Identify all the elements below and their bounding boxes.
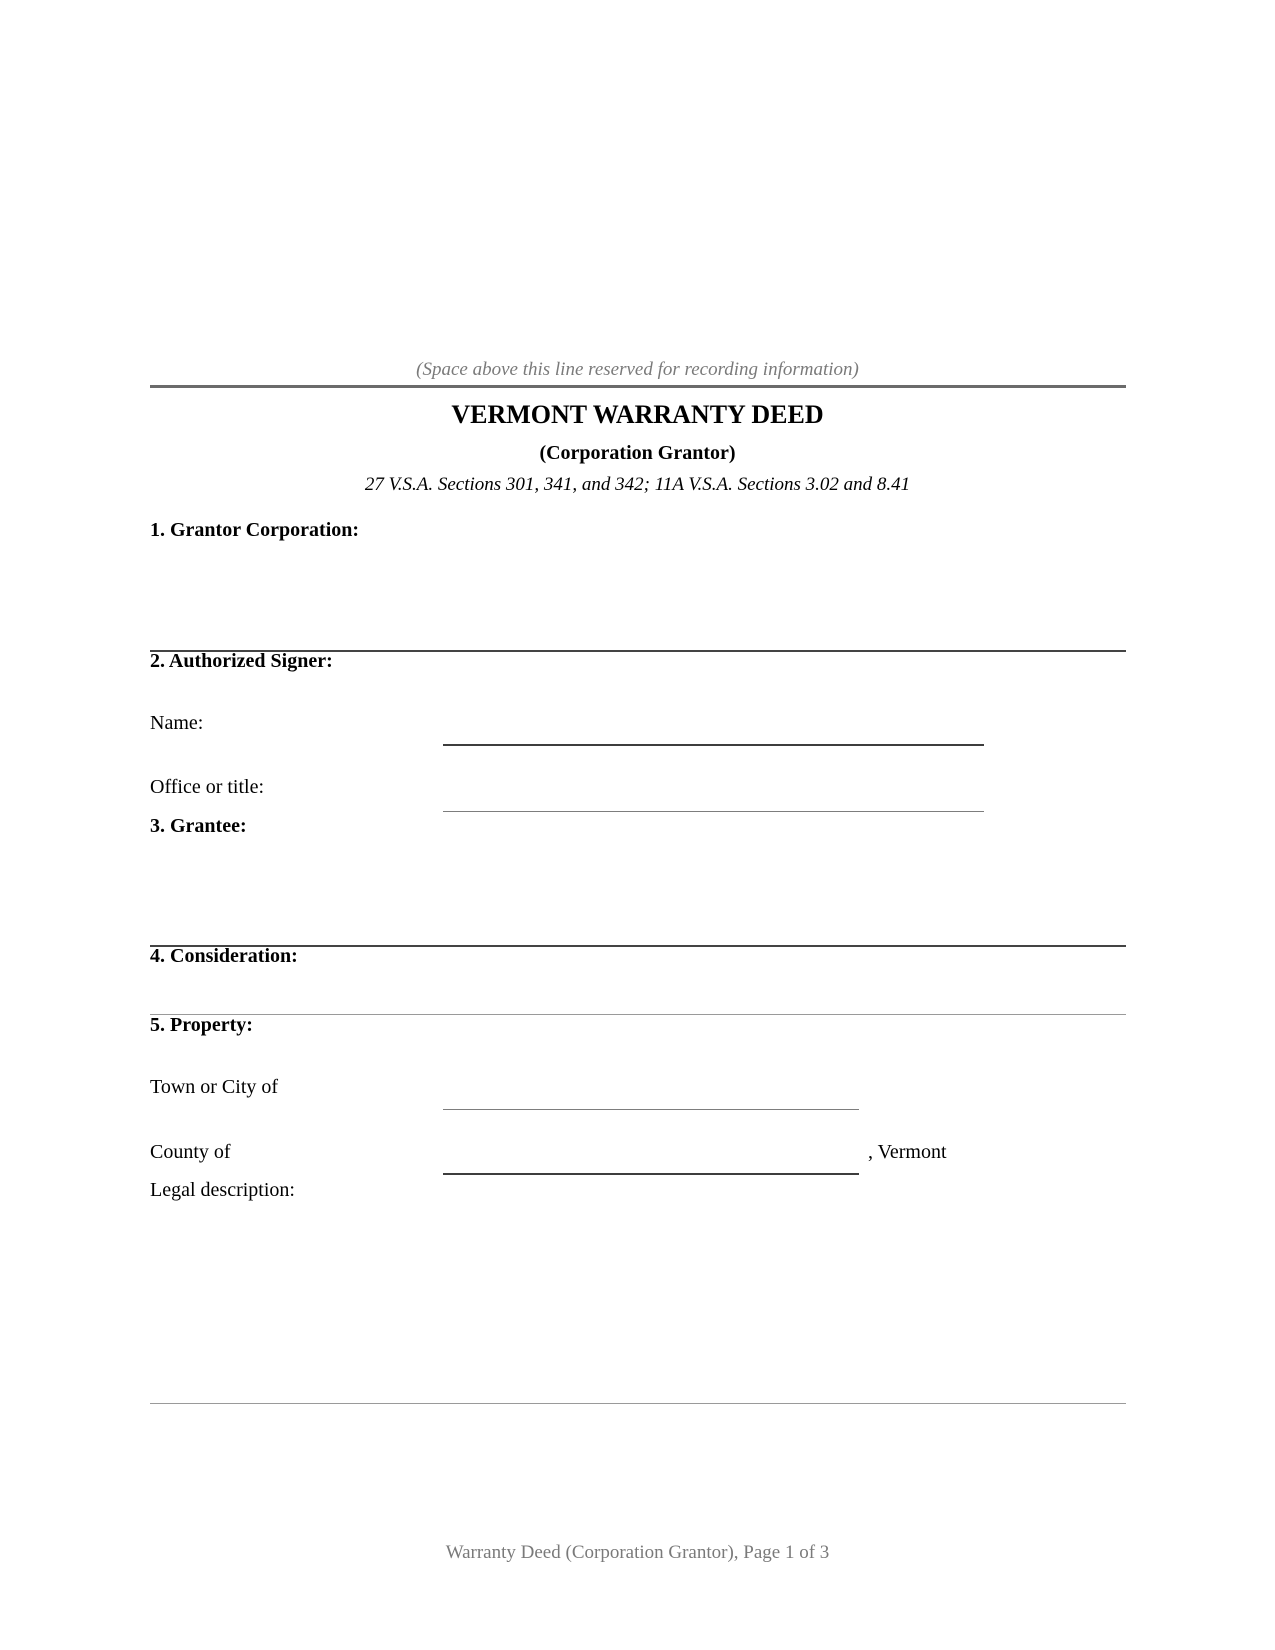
document-subtitle: (Corporation Grantor) <box>539 442 736 464</box>
document-title: VERMONT WARRANTY DEED <box>451 400 824 429</box>
county-field[interactable] <box>443 1173 859 1175</box>
statute-reference: 27 V.S.A. Sections 301, 341, and 342; 11A V.S.A. Sections 3.02 and 8.41 <box>364 474 911 495</box>
grantor-heading: 1. Grantor Corporation: <box>150 519 360 541</box>
signer-heading: 2. Authorized Signer: <box>150 650 333 672</box>
recording-space-note: (Space above this line reserved for recording information) <box>416 359 859 380</box>
page-footer: Warranty Deed (Corporation Grantor), Page 1 of 3 <box>445 1542 830 1563</box>
state-suffix: , Vermont <box>868 1141 947 1163</box>
signer-name-label: Name: <box>150 712 204 734</box>
signer-office-label: Office or title: <box>150 776 265 798</box>
consideration-heading: 4. Consideration: <box>150 945 298 967</box>
town-label: Town or City of <box>150 1076 279 1098</box>
recording-divider <box>150 385 1126 388</box>
signer-name-field[interactable] <box>443 744 984 746</box>
grantee-heading: 3. Grantee: <box>150 815 247 837</box>
town-field[interactable] <box>443 1109 859 1110</box>
county-label: County of <box>150 1141 231 1163</box>
property-heading: 5. Property: <box>150 1014 253 1036</box>
legal-description-label: Legal description: <box>150 1179 295 1201</box>
signer-office-field[interactable] <box>443 811 984 812</box>
consideration-field[interactable] <box>150 1014 1126 1015</box>
legal-description-field[interactable] <box>150 1403 1126 1404</box>
